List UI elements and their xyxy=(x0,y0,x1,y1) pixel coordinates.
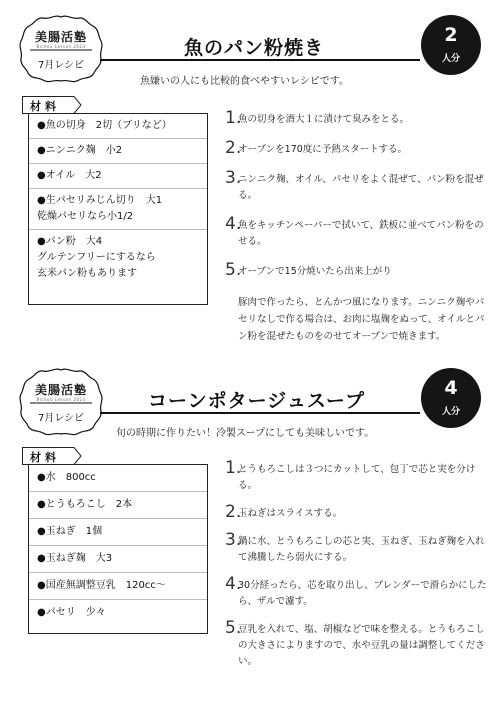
step-text: 鍋に水、とうもろこしの芯と実、玉ねぎ、玉ねぎ麹を入れて沸騰したら弱火にする。 xyxy=(238,536,485,563)
brand-subtitle: Bichou Lesson 2023 xyxy=(36,44,86,49)
step-number: 2. xyxy=(225,502,242,522)
ingredient-line: ●パン粉 大4 xyxy=(37,236,103,247)
ingredients-label: 材料 xyxy=(30,100,60,113)
step-number: 2. xyxy=(225,138,242,158)
brand-badge xyxy=(18,14,104,84)
servings-badge xyxy=(421,15,481,75)
step-item xyxy=(225,138,490,158)
steps-list xyxy=(225,458,490,670)
step-number: 1. xyxy=(225,108,242,128)
month-label: 7月レシピ xyxy=(37,60,85,71)
brand-name: 美腸活塾 xyxy=(34,383,87,397)
step-number: 5. xyxy=(225,618,242,638)
scalloped-badge-icon xyxy=(18,367,104,437)
servings-number: 2 xyxy=(444,24,458,46)
step-number: 3. xyxy=(225,530,242,550)
servings-unit: 人分 xyxy=(441,54,460,64)
step-item xyxy=(225,530,490,566)
list-item xyxy=(29,164,207,189)
ingredients-tab xyxy=(22,96,82,114)
recipe-title: 魚のパン粉焼き xyxy=(184,37,325,59)
step-number: 3. xyxy=(225,168,242,188)
ingredient-line: ●オイル 大2 xyxy=(37,170,102,181)
step-item xyxy=(225,214,490,250)
ingredient-line: ●生パセリみじん切り 大1 xyxy=(37,195,163,206)
step-item xyxy=(225,168,490,204)
ingredient-line: ●国産無調整豆乳 120cc～ xyxy=(37,580,166,591)
ingredient-line: ●パセリ 少々 xyxy=(37,607,106,618)
servings-badge xyxy=(421,368,481,428)
recipe-card-fish xyxy=(0,0,500,350)
ingredient-note: 玄米パン粉もあります xyxy=(37,268,137,279)
step-number: 5. xyxy=(225,260,242,280)
step-text: ニンニク麹、オイル、パセリをよく混ぜて、パン粉を混ぜる。 xyxy=(238,174,484,201)
step-item xyxy=(225,458,490,494)
scalloped-badge-icon xyxy=(18,14,104,84)
list-item xyxy=(29,230,207,304)
list-item xyxy=(29,139,207,164)
ingredient-line: ●とうもろこし 2本 xyxy=(37,499,133,510)
ingredient-note: グルテンフリーにするなら xyxy=(37,252,156,263)
step-text: 豆乳を入れて、塩、胡椒などで味を整える。とうもろこしの大きさによりますので、水や豆乳の量は調整してください。 xyxy=(238,624,485,667)
ingredient-line: ●ニンニク麹 小2 xyxy=(37,145,123,156)
list-item xyxy=(29,114,207,139)
ingredients-tab xyxy=(22,447,82,465)
list-item xyxy=(29,573,207,600)
step-text: 30分経ったら、芯を取り出し、ブレンダーで滑らかにしたら、ザルで濾す。 xyxy=(238,580,487,607)
list-item xyxy=(29,189,207,230)
ingredients-list xyxy=(28,113,208,305)
ingredient-line: ●水 800cc xyxy=(37,472,96,483)
brand-subtitle: Bichou Lesson 2023 xyxy=(36,397,86,402)
ingredient-note: 乾燥パセリなら小1/2 xyxy=(37,211,134,222)
steps-list xyxy=(225,108,490,280)
step-number: 4. xyxy=(225,574,242,594)
step-text: とうもろこしは３つにカットして、包丁で芯と実を分ける。 xyxy=(238,464,476,491)
step-item xyxy=(225,260,490,280)
list-item xyxy=(29,519,207,546)
step-text: 玉ねぎはスライスする。 xyxy=(238,508,343,519)
ingredient-line: ●魚の切身 2切（ブリなど） xyxy=(37,120,172,131)
recipe-title: コーンポタージュスープ xyxy=(148,390,365,412)
servings-unit: 人分 xyxy=(441,407,460,417)
ingredients-label: 材料 xyxy=(30,451,60,464)
ingredients-list xyxy=(28,464,208,634)
step-text: 魚をキッチンペーパーで拭いて、鉄板に並べてパン粉をのせる。 xyxy=(238,220,484,247)
ingredient-line: ●玉ねぎ麹 大3 xyxy=(37,553,113,564)
step-text: オーブンを170度に予熱スタートする。 xyxy=(238,144,407,155)
recipe-subtitle: 魚嫌いの人にも比較的食べやすいレシピです。 xyxy=(140,76,349,87)
step-text: オーブンで15分焼いたら出来上がり xyxy=(238,266,392,277)
step-number: 4. xyxy=(225,214,242,234)
servings-number: 4 xyxy=(444,377,458,399)
list-item xyxy=(29,465,207,492)
step-item xyxy=(225,502,490,522)
ingredient-line: ●玉ねぎ 1個 xyxy=(37,526,103,537)
step-item xyxy=(225,108,490,128)
brand-name: 美腸活塾 xyxy=(34,30,87,44)
list-item xyxy=(29,600,207,633)
recipe-subtitle: 旬の時期に作りたい！冷製スープにしても美味しいです。 xyxy=(116,428,375,439)
step-number: 1. xyxy=(225,458,242,478)
brand-badge xyxy=(18,367,104,437)
list-item xyxy=(29,492,207,519)
month-label: 7月レシピ xyxy=(37,413,85,424)
list-item xyxy=(29,546,207,573)
step-item xyxy=(225,618,490,670)
step-text: 魚の切身を酒大１に漬けて臭みをとる。 xyxy=(238,114,410,125)
step-item xyxy=(225,574,490,610)
recipe-card-corn-soup xyxy=(0,355,500,707)
recipe-note: 豚肉で作ったら、とんかつ風になります。ニンニク麹やパセリなしで作る場合は、お肉に塩麹をぬって、オイルとパン粉を混ぜたものをのせてオーブンで焼きます。 xyxy=(238,297,485,342)
